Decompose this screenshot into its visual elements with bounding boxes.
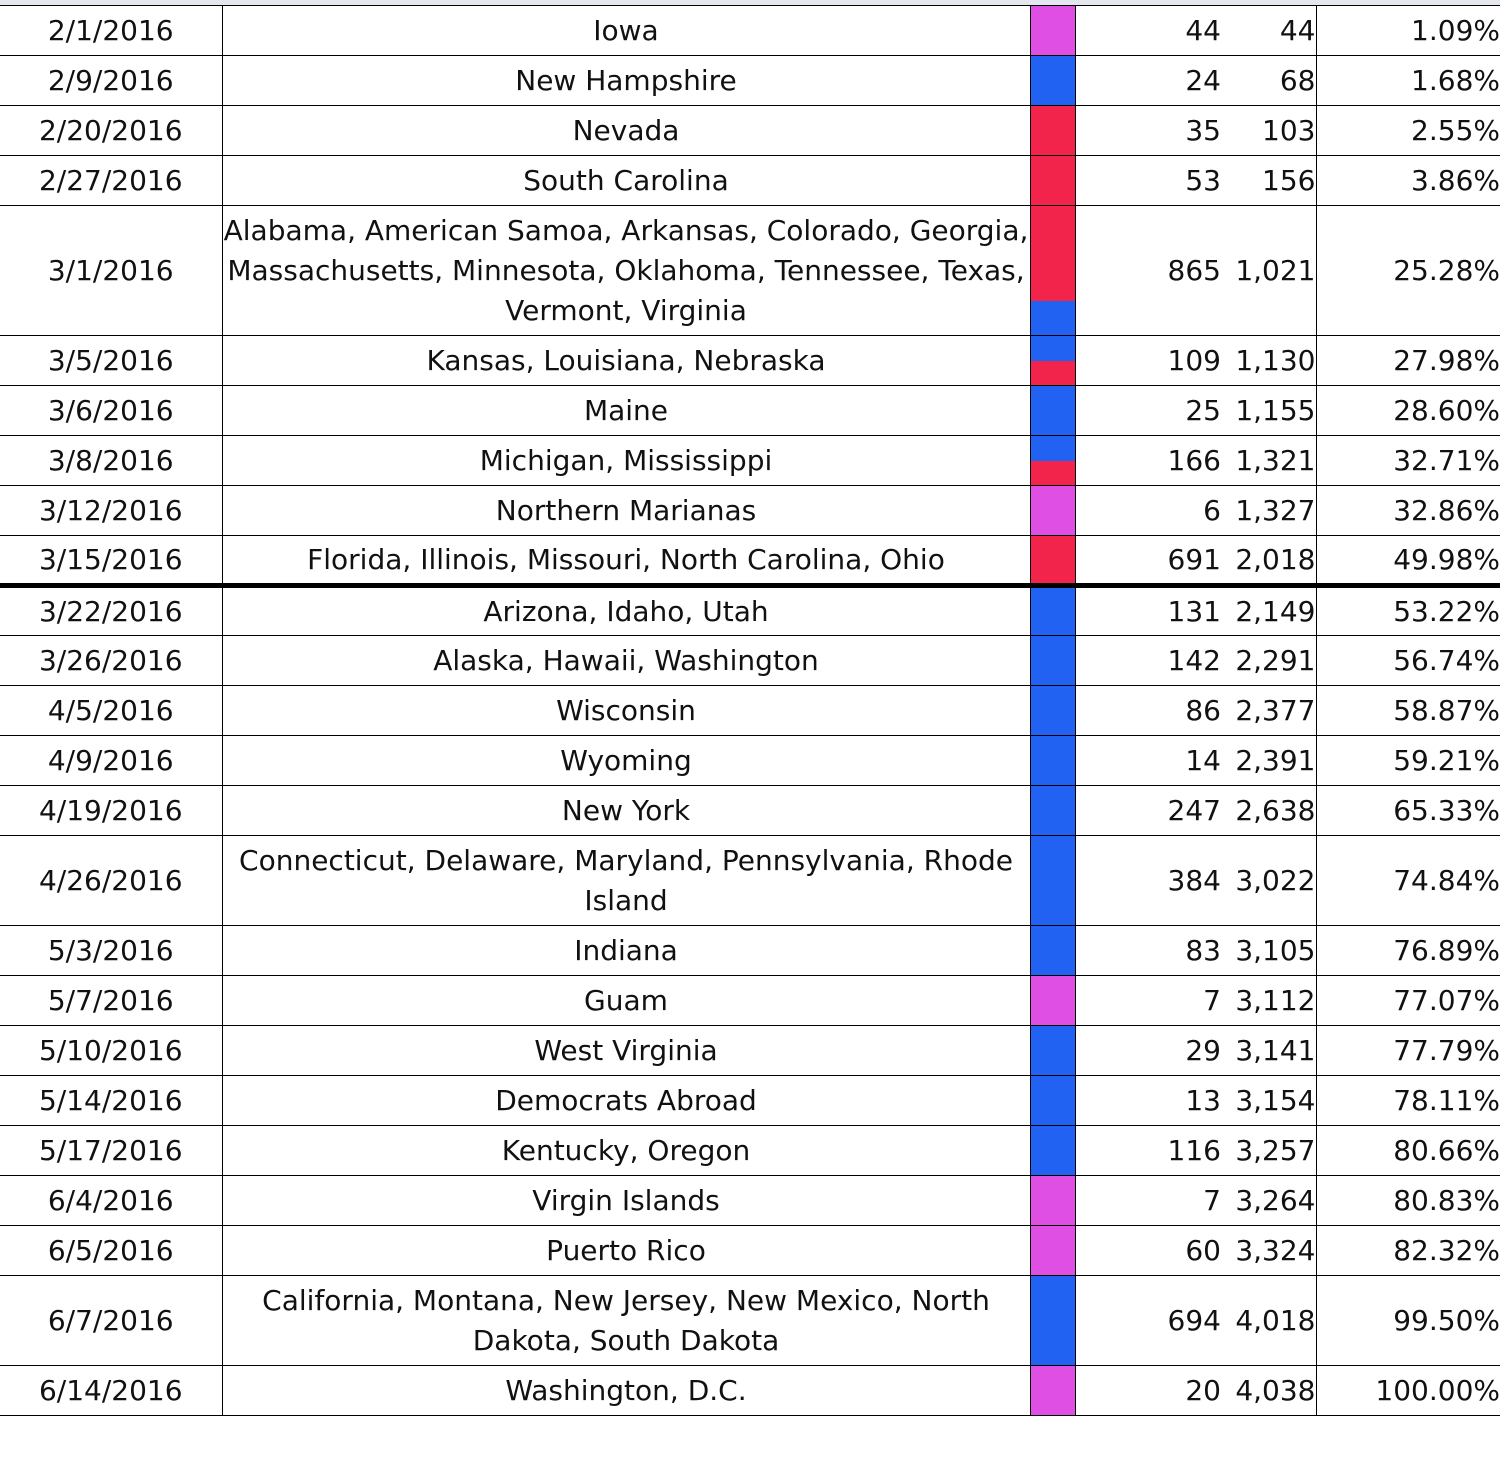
date-cell: 5/7/2016 <box>0 976 222 1026</box>
color-swatch-bottom <box>1031 301 1075 335</box>
cumulative-cell: 4,038 <box>1221 1366 1316 1416</box>
delegates-cell: 44 <box>1075 6 1221 56</box>
color-swatch-cell <box>1030 1076 1075 1126</box>
color-swatch-cell <box>1030 586 1075 636</box>
date-cell: 4/26/2016 <box>0 836 222 926</box>
states-cell: California, Montana, New Jersey, New Mexico, North Dakota, South Dakota <box>222 1276 1030 1366</box>
delegates-cell: 35 <box>1075 106 1221 156</box>
cumulative-cell: 2,018 <box>1221 536 1316 586</box>
percent-cell: 82.32% <box>1316 1226 1500 1276</box>
delegates-cell: 109 <box>1075 336 1221 386</box>
color-swatch <box>1031 1226 1075 1275</box>
delegates-cell: 116 <box>1075 1126 1221 1176</box>
percent-cell: 1.68% <box>1316 56 1500 106</box>
table-row <box>0 1076 1500 1126</box>
delegates-cell: 20 <box>1075 1366 1221 1416</box>
table-row <box>0 486 1500 536</box>
table-row <box>0 1026 1500 1076</box>
delegates-cell: 53 <box>1075 156 1221 206</box>
date-cell: 4/9/2016 <box>0 736 222 786</box>
percent-cell: 78.11% <box>1316 1076 1500 1126</box>
date-cell: 5/17/2016 <box>0 1126 222 1176</box>
delegates-cell: 60 <box>1075 1226 1221 1276</box>
color-swatch-cell <box>1030 786 1075 836</box>
date-cell: 3/26/2016 <box>0 636 222 686</box>
date-cell: 6/4/2016 <box>0 1176 222 1226</box>
color-swatch <box>1031 1366 1075 1415</box>
cumulative-cell: 3,154 <box>1221 1076 1316 1126</box>
color-swatch-cell <box>1030 386 1075 436</box>
table-row <box>0 1226 1500 1276</box>
percent-cell: 80.83% <box>1316 1176 1500 1226</box>
percent-cell: 2.55% <box>1316 106 1500 156</box>
color-swatch <box>1031 588 1075 635</box>
states-cell: New Hampshire <box>222 56 1030 106</box>
color-swatch-cell <box>1030 486 1075 536</box>
states-cell: West Virginia <box>222 1026 1030 1076</box>
delegates-cell: 865 <box>1075 206 1221 336</box>
cumulative-cell: 3,105 <box>1221 926 1316 976</box>
states-cell: Wisconsin <box>222 686 1030 736</box>
percent-cell: 25.28% <box>1316 206 1500 336</box>
states-cell: Arizona, Idaho, Utah <box>222 586 1030 636</box>
delegates-cell: 24 <box>1075 56 1221 106</box>
table-body <box>0 6 1500 1416</box>
color-swatch <box>1031 56 1075 105</box>
date-cell: 3/12/2016 <box>0 486 222 536</box>
color-swatch-cell <box>1030 206 1075 336</box>
date-cell: 6/14/2016 <box>0 1366 222 1416</box>
states-cell: Kentucky, Oregon <box>222 1126 1030 1176</box>
delegates-cell: 86 <box>1075 686 1221 736</box>
color-swatch-cell <box>1030 1176 1075 1226</box>
table-row <box>0 6 1500 56</box>
delegates-cell: 14 <box>1075 736 1221 786</box>
date-cell: 5/14/2016 <box>0 1076 222 1126</box>
delegates-cell: 13 <box>1075 1076 1221 1126</box>
date-cell: 4/19/2016 <box>0 786 222 836</box>
percent-cell: 76.89% <box>1316 926 1500 976</box>
color-swatch <box>1031 836 1075 925</box>
color-swatch-cell <box>1030 1126 1075 1176</box>
delegates-cell: 83 <box>1075 926 1221 976</box>
percent-cell: 3.86% <box>1316 156 1500 206</box>
states-cell: Nevada <box>222 106 1030 156</box>
table-row <box>0 976 1500 1026</box>
states-cell: Guam <box>222 976 1030 1026</box>
states-cell: Puerto Rico <box>222 1226 1030 1276</box>
states-cell: New York <box>222 786 1030 836</box>
color-swatch-cell <box>1030 6 1075 56</box>
color-swatch <box>1031 786 1075 835</box>
date-cell: 3/1/2016 <box>0 206 222 336</box>
delegates-cell: 131 <box>1075 586 1221 636</box>
states-cell: Democrats Abroad <box>222 1076 1030 1126</box>
cumulative-cell: 1,327 <box>1221 486 1316 536</box>
date-cell: 2/9/2016 <box>0 56 222 106</box>
states-cell: Kansas, Louisiana, Nebraska <box>222 336 1030 386</box>
color-swatch <box>1031 1076 1075 1125</box>
color-swatch <box>1031 156 1075 205</box>
percent-cell: 1.09% <box>1316 6 1500 56</box>
percent-cell: 99.50% <box>1316 1276 1500 1366</box>
percent-cell: 49.98% <box>1316 536 1500 586</box>
table-row <box>0 736 1500 786</box>
date-cell: 3/22/2016 <box>0 586 222 636</box>
states-cell: Alaska, Hawaii, Washington <box>222 636 1030 686</box>
states-cell: Iowa <box>222 6 1030 56</box>
delegates-cell: 6 <box>1075 486 1221 536</box>
color-swatch-top <box>1031 206 1075 303</box>
table-row <box>0 156 1500 206</box>
table-row <box>0 926 1500 976</box>
cumulative-cell: 4,018 <box>1221 1276 1316 1366</box>
date-cell: 3/6/2016 <box>0 386 222 436</box>
color-swatch <box>1031 1176 1075 1225</box>
cumulative-cell: 3,141 <box>1221 1026 1316 1076</box>
table-row <box>0 56 1500 106</box>
cumulative-cell: 3,112 <box>1221 976 1316 1026</box>
date-cell: 3/5/2016 <box>0 336 222 386</box>
percent-cell: 77.79% <box>1316 1026 1500 1076</box>
color-swatch-cell <box>1030 976 1075 1026</box>
primary-calendar-table <box>0 5 1500 1416</box>
color-swatch-cell <box>1030 636 1075 686</box>
color-swatch-cell <box>1030 1276 1075 1366</box>
color-swatch <box>1031 1026 1075 1075</box>
cumulative-cell: 3,257 <box>1221 1126 1316 1176</box>
date-cell: 2/27/2016 <box>0 156 222 206</box>
color-swatch-top <box>1031 436 1075 463</box>
color-swatch-cell <box>1030 1366 1075 1416</box>
table-row <box>0 586 1500 636</box>
delegates-cell: 7 <box>1075 1176 1221 1226</box>
date-cell: 5/3/2016 <box>0 926 222 976</box>
delegates-cell: 142 <box>1075 636 1221 686</box>
delegates-cell: 247 <box>1075 786 1221 836</box>
percent-cell: 80.66% <box>1316 1126 1500 1176</box>
date-cell: 2/1/2016 <box>0 6 222 56</box>
color-swatch <box>1031 386 1075 435</box>
color-swatch <box>1031 1126 1075 1175</box>
table-row <box>0 536 1500 586</box>
states-cell: Connecticut, Delaware, Maryland, Pennsylvania, Rhode Island <box>222 836 1030 926</box>
color-swatch-cell <box>1030 336 1075 386</box>
delegates-cell: 7 <box>1075 976 1221 1026</box>
color-swatch-cell <box>1030 536 1075 586</box>
color-swatch-cell <box>1030 156 1075 206</box>
color-swatch <box>1031 686 1075 735</box>
color-swatch-cell <box>1030 1226 1075 1276</box>
delegates-cell: 25 <box>1075 386 1221 436</box>
states-cell: Indiana <box>222 926 1030 976</box>
table-row <box>0 206 1500 336</box>
color-swatch-cell <box>1030 736 1075 786</box>
states-cell: Michigan, Mississippi <box>222 436 1030 486</box>
date-cell: 5/10/2016 <box>0 1026 222 1076</box>
color-swatch <box>1031 536 1075 583</box>
color-swatch <box>1031 6 1075 55</box>
percent-cell: 74.84% <box>1316 836 1500 926</box>
percent-cell: 59.21% <box>1316 736 1500 786</box>
table-row <box>0 386 1500 436</box>
color-swatch <box>1031 976 1075 1025</box>
table-row <box>0 636 1500 686</box>
states-cell: Washington, D.C. <box>222 1366 1030 1416</box>
color-swatch-cell <box>1030 436 1075 486</box>
states-cell: Maine <box>222 386 1030 436</box>
color-swatch <box>1031 436 1075 485</box>
cumulative-cell: 103 <box>1221 106 1316 156</box>
color-swatch-bottom <box>1031 461 1075 486</box>
color-swatch-cell <box>1030 1026 1075 1076</box>
percent-cell: 56.74% <box>1316 636 1500 686</box>
table-row <box>0 686 1500 736</box>
color-swatch <box>1031 736 1075 785</box>
color-swatch <box>1031 926 1075 975</box>
color-swatch <box>1031 486 1075 535</box>
date-cell: 3/8/2016 <box>0 436 222 486</box>
date-cell: 6/7/2016 <box>0 1276 222 1366</box>
cumulative-cell: 1,130 <box>1221 336 1316 386</box>
percent-cell: 58.87% <box>1316 686 1500 736</box>
percent-cell: 65.33% <box>1316 786 1500 836</box>
percent-cell: 53.22% <box>1316 586 1500 636</box>
table-row <box>0 1176 1500 1226</box>
color-swatch <box>1031 106 1075 155</box>
cumulative-cell: 2,149 <box>1221 586 1316 636</box>
cumulative-cell: 3,324 <box>1221 1226 1316 1276</box>
cumulative-cell: 68 <box>1221 56 1316 106</box>
color-swatch-top <box>1031 336 1075 363</box>
table-row <box>0 786 1500 836</box>
cumulative-cell: 3,264 <box>1221 1176 1316 1226</box>
date-cell: 3/15/2016 <box>0 536 222 586</box>
delegates-cell: 166 <box>1075 436 1221 486</box>
table-row <box>0 336 1500 386</box>
color-swatch-cell <box>1030 106 1075 156</box>
cumulative-cell: 2,291 <box>1221 636 1316 686</box>
states-cell: Virgin Islands <box>222 1176 1030 1226</box>
states-cell: Florida, Illinois, Missouri, North Carolina, Ohio <box>222 536 1030 586</box>
color-swatch <box>1031 636 1075 685</box>
states-cell: South Carolina <box>222 156 1030 206</box>
table-row <box>0 836 1500 926</box>
cumulative-cell: 3,022 <box>1221 836 1316 926</box>
color-swatch <box>1031 1276 1075 1365</box>
color-swatch-cell <box>1030 56 1075 106</box>
percent-cell: 77.07% <box>1316 976 1500 1026</box>
percent-cell: 32.86% <box>1316 486 1500 536</box>
states-cell: Wyoming <box>222 736 1030 786</box>
delegates-cell: 29 <box>1075 1026 1221 1076</box>
cumulative-cell: 1,321 <box>1221 436 1316 486</box>
delegates-cell: 691 <box>1075 536 1221 586</box>
delegates-cell: 694 <box>1075 1276 1221 1366</box>
cumulative-cell: 2,391 <box>1221 736 1316 786</box>
percent-cell: 32.71% <box>1316 436 1500 486</box>
color-swatch <box>1031 336 1075 385</box>
table-row <box>0 1366 1500 1416</box>
color-swatch-cell <box>1030 686 1075 736</box>
date-cell: 6/5/2016 <box>0 1226 222 1276</box>
percent-cell: 27.98% <box>1316 336 1500 386</box>
date-cell: 2/20/2016 <box>0 106 222 156</box>
cumulative-cell: 2,638 <box>1221 786 1316 836</box>
cumulative-cell: 44 <box>1221 6 1316 56</box>
color-swatch-cell <box>1030 836 1075 926</box>
cumulative-cell: 1,021 <box>1221 206 1316 336</box>
table-row <box>0 436 1500 486</box>
date-cell: 4/5/2016 <box>0 686 222 736</box>
color-swatch-cell <box>1030 926 1075 976</box>
cumulative-cell: 1,155 <box>1221 386 1316 436</box>
table-row <box>0 106 1500 156</box>
cumulative-cell: 156 <box>1221 156 1316 206</box>
table-row <box>0 1276 1500 1366</box>
cumulative-cell: 2,377 <box>1221 686 1316 736</box>
color-swatch-bottom <box>1031 361 1075 386</box>
percent-cell: 28.60% <box>1316 386 1500 436</box>
table-row <box>0 1126 1500 1176</box>
color-swatch <box>1031 206 1075 335</box>
states-cell: Alabama, American Samoa, Arkansas, Colorado, Georgia, Massachusetts, Minnesota, Oklahoma, Tennessee, Texas, Vermont, Virginia <box>222 206 1030 336</box>
states-cell: Northern Marianas <box>222 486 1030 536</box>
percent-cell: 100.00% <box>1316 1366 1500 1416</box>
delegates-cell: 384 <box>1075 836 1221 926</box>
